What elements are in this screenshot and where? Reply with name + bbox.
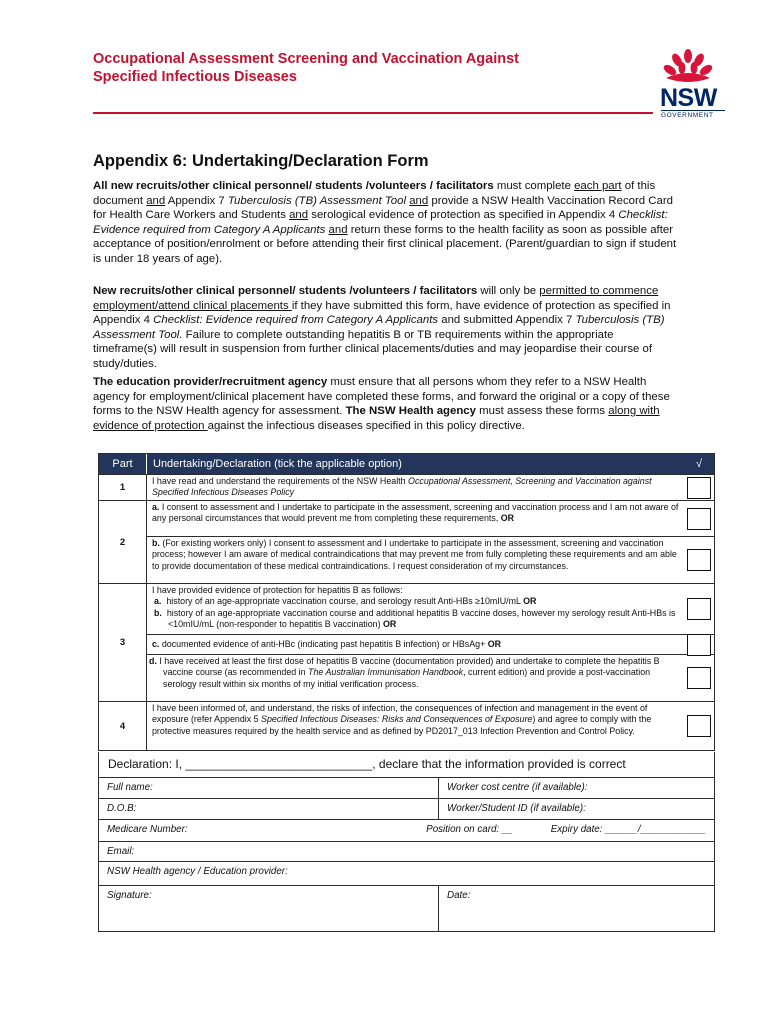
header-divider — [93, 112, 653, 114]
part-number-3: 3 — [99, 584, 147, 701]
p1-text-6: Appendix 7 — [165, 194, 228, 207]
part-2a-checkbox[interactable] — [687, 508, 711, 530]
table-row-part-1 — [99, 474, 714, 500]
part-3a-body: history of an age-appropriate vaccination course, and serology result Anti-HBs ≥10mIU/mL — [166, 596, 524, 607]
col-header-part: Part — [99, 454, 147, 474]
part-number-1: 1 — [99, 475, 147, 500]
p1-italic-tb-tool: Tuberculosis (TB) Assessment Tool — [227, 194, 407, 207]
part-3c-label: c. — [152, 639, 160, 649]
part-3c-body: documented evidence of anti-HBc (indicating past hepatitis B infection) or HBsAg+ — [159, 639, 488, 649]
p3-underline-evidence: along with evidence of protection — [93, 405, 660, 432]
part-3b-label: b. — [154, 607, 162, 618]
part-4-body-1: I have been informed of, and understand, the risks of infection, the consequences of infection and management in the event of exposure (refer Appendix 5 — [152, 703, 648, 725]
row-full-name — [99, 777, 714, 798]
part-2b-checkbox[interactable] — [687, 549, 711, 571]
part-3c-or: OR — [487, 639, 502, 649]
table-row-part-2 — [99, 500, 714, 583]
expiry-date-field[interactable]: Expiry date: ______/____________ — [550, 824, 706, 835]
declaration-section — [98, 752, 715, 932]
part-2a-body: I consent to assessment and I undertake to participate in the assessment, screening and vaccination process and I am not aware of any personal circumstances that would prevent me from completing these requirements, — [152, 502, 679, 524]
declaration-statement: Declaration: I, ____________________________, declare that the information provided is correct — [108, 757, 626, 771]
full-name-field[interactable]: Full name: — [99, 778, 439, 798]
part-number-2: 2 — [99, 501, 147, 583]
p1-text-4: of this document — [93, 180, 656, 207]
part-1-text-policy: Occupational Assessment, Screening and Vaccination against Specified Infectious Diseases Policy — [152, 476, 652, 498]
row-dob — [99, 798, 714, 819]
part-3a-or: OR — [523, 596, 537, 607]
table-header — [99, 454, 714, 474]
part-3b-body: history of an age-appropriate vaccination course and additional hepatitis B vaccine doses, however my serology result Anti-HBs is <10mIU/mL (non-responder to hepatitis B vaccination) — [166, 607, 676, 630]
medicare-number-field[interactable]: Medicare Number: — [107, 824, 188, 835]
part-3d-handbook: The Australian Immunisation Handbook — [308, 667, 464, 678]
p2-italic-tb-tool: Tuberculosis (TB) Assessment Tool. — [93, 314, 665, 341]
position-on-card-field[interactable]: Position on card: __ — [426, 824, 513, 835]
part-4-body-2: ) and agree to comply with the protective measures required by the health service and as defined by PD2017_013 Infection Prevention and Control Policy. — [152, 714, 652, 736]
nsw-logo-text: NSW — [660, 84, 717, 112]
p2-text-8: Failure to complete outstanding hepatitis B or TB requirements within the appropriate timeframe(s) will result in suspension from further clinical placements/duties and may jeopardise their course of study/duties. — [93, 328, 653, 370]
appendix-title: Appendix 6: Undertaking/Declaration Form — [93, 152, 429, 170]
part-2a-label: a. — [152, 502, 160, 512]
col-header-tick: √ — [695, 458, 703, 470]
dob-field[interactable]: D.O.B: — [99, 799, 439, 819]
part-1-text — [147, 475, 684, 500]
p1-bold-1: All new recruits/other clinical personnel/ students /volunteers / facilitators — [93, 180, 494, 192]
part-4-checkbox[interactable] — [687, 715, 711, 737]
part-3c-text — [147, 635, 684, 654]
p1-underline-each-part: each part — [574, 180, 622, 192]
p2-text-6: and submitted Appendix 7 — [438, 314, 576, 326]
part-1-checkbox[interactable] — [687, 477, 711, 499]
part-3d-body-1: I have received at least the first dose of hepatitis B vaccine (documentation provided) and undertake to complete the hepatitis B vaccine course (as recommended in — [156, 656, 660, 678]
medicare-details — [418, 820, 714, 841]
p1-text-2: must complete — [493, 180, 575, 192]
p1-text-12: serological evidence of protection as specified in Appendix 4 — [308, 209, 619, 221]
p1-text-10: provide a NSW Health Vaccination Record Card for Health Care Workers and Students — [93, 194, 674, 221]
p3-text-6: against the infectious diseases specified in this policy directive. — [207, 419, 525, 432]
document-header — [93, 50, 633, 86]
p2-text-4: if they have submitted this form, have evidence of protection as specified in Appendix 4 — [93, 299, 671, 326]
part-3d-text — [147, 655, 684, 701]
p2-underline-permitted: permitted to commence employment/attend clinical placements — [93, 285, 659, 312]
part-3d-body-2: , current edition) and provide a post-vaccination serology result within six months of my initial verification process. — [163, 667, 651, 689]
part-4-italic: Specified Infectious Diseases: Risks and Consequences of Exposure — [261, 714, 533, 725]
part-3c-checkbox[interactable] — [687, 634, 711, 656]
part-4-text — [147, 702, 684, 750]
p3-bold-1: The education provider/recruitment agency — [93, 376, 328, 388]
p1-underline-and-4: and — [328, 223, 348, 236]
date-field[interactable]: Date: — [447, 890, 471, 901]
part-3b-or: OR — [383, 619, 397, 630]
signature-field[interactable]: Signature: — [99, 886, 439, 931]
part-3d-label: d. — [149, 656, 157, 666]
table-row-part-4 — [99, 701, 714, 750]
worker-cost-centre-field[interactable]: Worker cost centre (if available): — [447, 782, 588, 793]
part-number-4: 4 — [99, 702, 147, 750]
col-header-undertaking: Undertaking/Declaration (tick the applicable option) — [153, 458, 402, 470]
p1-text-16: return these forms to the health facility as soon as possible after acceptance of position/enrolment or before attending their first clinical placement. (Parent/guardian to sign if student is under 18 years of age). — [93, 223, 677, 265]
p3-bold-agency: The NSW Health agency — [345, 405, 476, 417]
p1-italic-checklist: Checklist: Evidence required from Category A Applicants — [93, 209, 668, 236]
p1-underline-and-1: and — [146, 194, 166, 207]
p1-underline-and-3: and — [289, 209, 309, 221]
part-2a-or: OR — [500, 513, 515, 524]
row-agency — [99, 861, 714, 885]
intro-paragraph-2 — [93, 284, 678, 371]
p3-text-4: must assess these forms — [475, 405, 609, 417]
part-3-intro: I have provided evidence of protection for hepatitis B as follows: — [152, 585, 403, 595]
email-field[interactable]: Email: — [107, 846, 135, 857]
part-3a-label: a. — [154, 596, 162, 607]
part-2b-text — [147, 537, 684, 583]
worker-student-id-field[interactable]: Worker/Student ID (if available): — [447, 803, 586, 814]
table-row-part-3 — [99, 583, 714, 701]
row-email — [99, 841, 714, 861]
part-2b-label: b. — [152, 538, 160, 548]
p2-italic-checklist: Checklist: Evidence required from Category A Applicants — [153, 314, 439, 326]
document-title-line-2: Specified Infectious Diseases — [93, 69, 297, 85]
p2-bold-1: New recruits/other clinical personnel/ students /volunteers / facilitators — [93, 285, 478, 297]
part-3ab-checkbox[interactable] — [687, 598, 711, 620]
intro-paragraph-1 — [93, 179, 678, 266]
intro-paragraph-3 — [93, 375, 678, 433]
part-2b-body: (For existing workers only) I consent to assessment and I undertake to participate in the assessment, screening and vaccination process; however I am aware of medical contraindications that may prevent me from fully completing these requirements and am able to provide documentation of these medical contraindications. I request consideration of my circumstances. — [152, 538, 677, 571]
part-3d-checkbox[interactable] — [687, 667, 711, 689]
part-1-text-a: I have read and understand the requirements of the NSW Health — [152, 476, 409, 486]
part-3ab-text — [147, 584, 684, 634]
agency-field[interactable]: NSW Health agency / Education provider: — [107, 866, 288, 877]
row-signature — [99, 885, 714, 931]
government-logo-text: GOVERNMENT — [661, 110, 725, 119]
row-medicare — [99, 819, 714, 841]
p2-text-2: will only be — [477, 285, 540, 297]
p1-underline-and-2: and — [409, 194, 429, 207]
document-title-line-1: Occupational Assessment Screening and Vaccination Against — [93, 51, 519, 67]
part-2a-text — [147, 501, 684, 536]
undertaking-table — [98, 453, 715, 751]
p3-text-2: must ensure that all persons whom they refer to a NSW Health agency for employment/clinical placement have completed these forms, and forward the original or a copy of these forms to the NSW Health agency for assessment. — [93, 376, 670, 417]
